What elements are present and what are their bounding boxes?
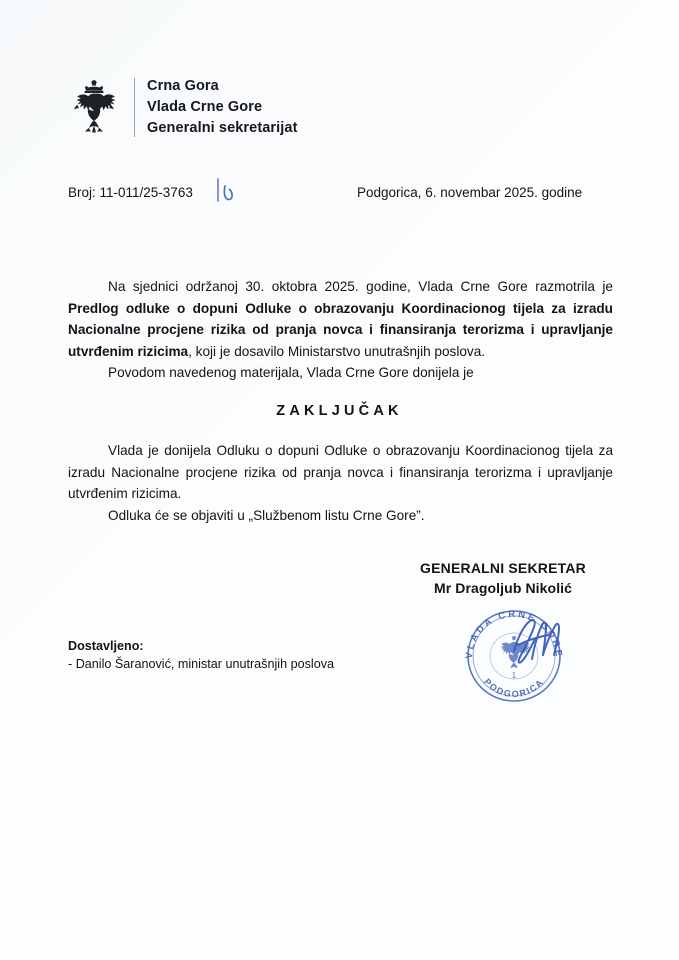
stamp-emblem-icon <box>501 636 530 668</box>
body-section-intro <box>68 276 613 384</box>
letterhead <box>68 76 298 139</box>
delivery-title: Dostavljeno: <box>68 639 144 653</box>
place-and-date: Podgorica, 6. novembar 2025. godine <box>357 185 583 200</box>
handwritten-initial-mark <box>214 177 240 207</box>
signature-block <box>383 558 623 598</box>
paragraph-proposal-pre: Na sjednici održanoj 30. oktobra 2025. godine, Vlada Crne Gore razmotrila je <box>108 279 613 294</box>
paragraph-proposal-post: , koji je dosavilo Ministarstvo unutrašnjih poslova. <box>188 343 486 359</box>
stamp-bottom-text: PODGORICA <box>482 676 546 700</box>
stamp-top-text: VLADA CRNE GORE <box>463 608 565 660</box>
signatory-name: Mr Dragoljub Nikolić <box>433 580 573 596</box>
body-section-conclusion <box>68 440 613 526</box>
letterhead-divider <box>134 78 135 137</box>
document-meta-row <box>68 183 613 205</box>
paragraph-proposal-title: Predlog odluke o dopuni Odluke o obrazovanju Koordinacionog tijela za izradu Nacionalne procjene rizika od pranja novca i finansiranja terorizma i upravljanje utvrđenim rizicima <box>68 300 613 359</box>
document-heading: ZAKLJUČAK <box>276 403 403 419</box>
letterhead-line-government: Vlada Crne Gore <box>147 99 263 115</box>
letterhead-line-country: Crna Gora <box>147 78 219 94</box>
paragraph-occasion: Povodom navedenog materijala, Vlada Crne Gore donijela je <box>108 365 474 380</box>
paragraph-decision: Vlada je donijela Odluku o dopuni Odluke o obrazovanju Koordinacionog tijela za izradu Nacionalne procjene rizika od pranja novca i finansiranja terorizma i upravljanje utvrđenim rizicima. <box>68 443 613 501</box>
coat-of-arms-icon <box>68 77 120 139</box>
official-stamp <box>452 599 576 711</box>
handwritten-signature <box>514 620 559 663</box>
document-number: Broj: 11-011/25-3763 <box>68 185 193 200</box>
paragraph-proposal <box>68 276 613 362</box>
delivery-item: - Danilo Šaranović, ministar unutrašnjih poslova <box>68 657 334 671</box>
stamp-center-number: 1 <box>511 671 517 680</box>
delivery-section <box>68 637 428 673</box>
paragraph-publication: Odluka će se objaviti u „Službenom listu Crne Gore”. <box>108 507 425 523</box>
letterhead-line-department: Generalni sekretarijat <box>147 120 298 136</box>
signatory-title: GENERALNI SEKRETAR <box>420 560 586 576</box>
